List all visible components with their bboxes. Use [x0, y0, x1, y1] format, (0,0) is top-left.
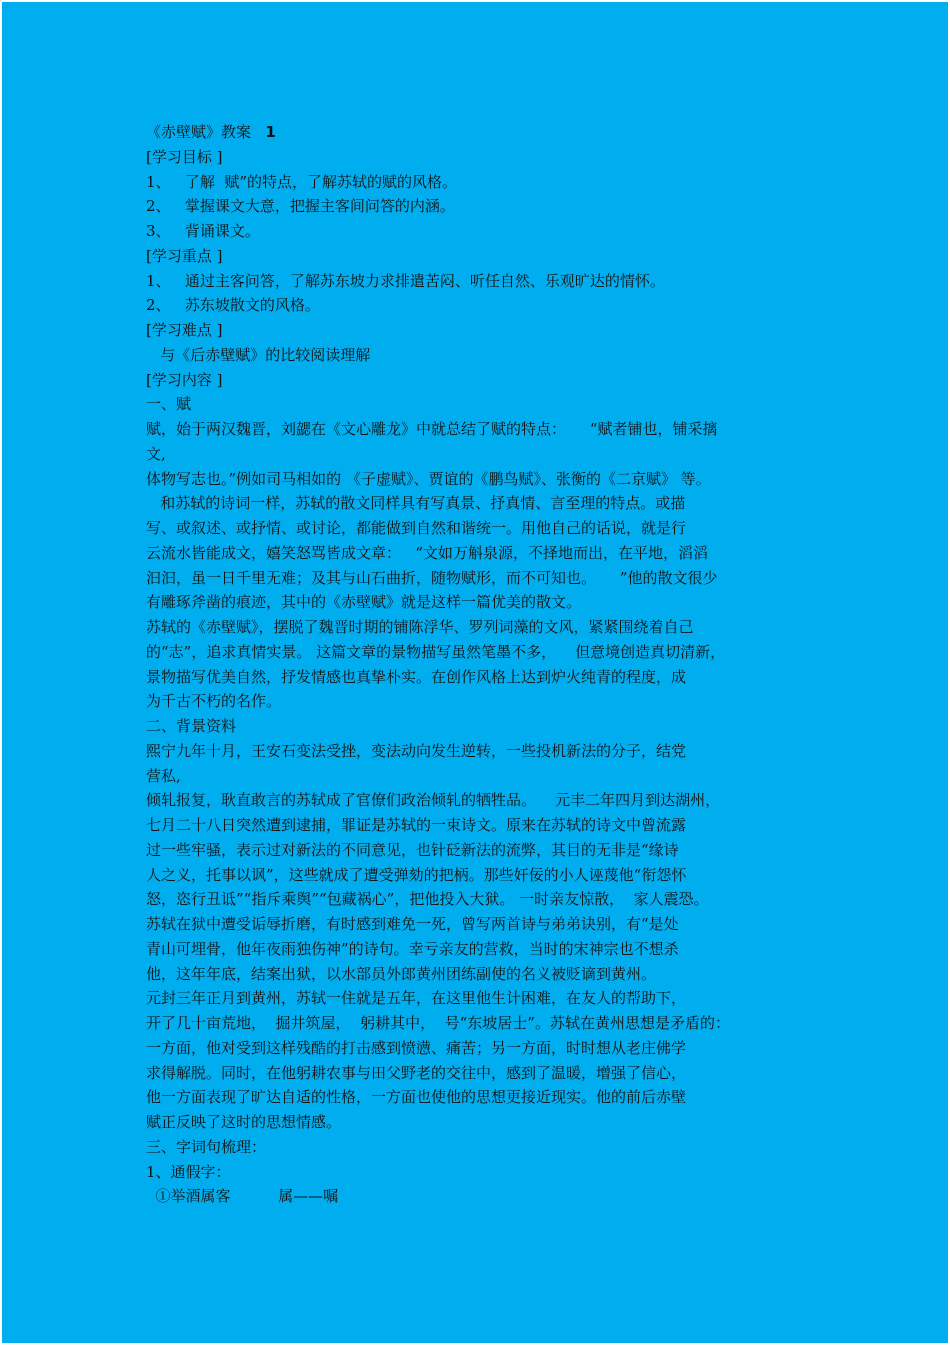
text-line: 写、或叙述、或抒情、或讨论，都能做到自然和谐统一。用他自己的话说，就是行 — [146, 519, 687, 537]
text-line: 3、 背诵课文。 — [146, 222, 260, 240]
text-line: 过一些牢骚，表示过对新法的不同意见，也针砭新法的流弊，其目的无非是“缘诗 — [146, 840, 679, 859]
document-title — [146, 120, 826, 145]
document-page — [2, 2, 948, 1343]
text-line: 他一方面表现了旷达自适的性格，一方面也使他的思想更接近现实。他的前后赤壁 — [146, 1088, 687, 1107]
text-line: 赋，始于两汉魏晋，刘勰在《文心雕龙》中就总结了赋的特点： “赋者铺也，铺采摛 — [146, 420, 718, 438]
text-line: 2、 苏东坡散文的风格。 — [146, 296, 320, 315]
text-line: 的“志”，追求真情实景。 这篇文章的景物描写虽然笔墨不多， 但意境创造真切清新， — [146, 642, 726, 661]
text-line: [学习重点 ] — [146, 246, 223, 265]
text-line: 1、通假字： — [146, 1162, 231, 1181]
text-line: 青山可埋骨，他年夜雨独伤神”的诗句。幸亏亲友的营救，当时的宋神宗也不想杀 — [146, 939, 679, 958]
text-line: 与《后赤壁赋》的比较阅读理解 — [146, 345, 371, 364]
text-line: 2、 掌握课文大意，把握主客间问答的内涵。 — [146, 197, 455, 216]
text-line: [学习难点 ] — [146, 321, 223, 339]
text-line: 汩汩，虽一日千里无难；及其与山石曲折，随物赋形，而不可知也。 ”他的散文很少 — [146, 568, 718, 587]
text-line: 为千古不朽的名作。 — [146, 692, 282, 711]
text-line: 营私, — [146, 766, 181, 785]
title-text: 《赤壁赋》教案 — [146, 123, 252, 141]
text-line: 一、赋 — [146, 395, 192, 414]
text-line: 云流水皆能成文，嬉笑怒骂皆成文章： “文如万斛泉源，不择地而出，在平地，滔滔 — [146, 543, 708, 562]
text-line: 1、 通过主客问答，了解苏东坡力求排遣苦闷、听任自然、乐观旷达的情怀。 — [146, 271, 665, 290]
text-line: 开了几十亩荒地， 掘井筑屋， 躬耕其中， 号“东坡居士”。苏轼在黄州思想是矛盾的： — [146, 1014, 730, 1032]
text-line: 怒，恣行丑诋”“指斥乘舆”“包藏祸心”，把他投入大狱。 一时亲友惊散， 家人震恐。 — [146, 890, 709, 909]
text-line: 苏轼在狱中遭受诟辱折磨，有时感到难免一死，曾写两首诗与弟弟诀别，有“是处 — [146, 915, 679, 933]
text-line: 赋正反映了这时的思想情感。 — [146, 1113, 342, 1131]
text-line: 二、背景资料 — [146, 717, 237, 735]
document-body — [146, 120, 826, 1209]
text-line: 1、 了解 赋”的特点，了解苏轼的赋的风格。 — [146, 172, 458, 191]
text-line: 体物写志也。”例如司马相如的 《子虚赋》、贾谊的《鹏鸟赋》、张衡的《二京赋》 等。 — [146, 469, 711, 488]
text-line: 文, — [146, 444, 166, 463]
text-line: [学习目标 ] — [146, 147, 223, 166]
text-line: 和苏轼的诗词一样，苏轼的散文同样具有写真景、抒真情、言至理的特点。或描 — [146, 494, 686, 513]
text-line: 他，这年年底，结案出狱，以水部员外郎黄州团练副使的名义被贬谪到黄州。 — [146, 964, 657, 983]
text-line: 苏轼的《赤壁赋》，摆脱了魏晋时期的铺陈浮华、罗列词藻的文风，紧紧围绕着自己 — [146, 618, 694, 636]
text-line: 元封三年正月到黄州，苏轼一住就是五年，在这里他生计困难，在友人的帮助下， — [146, 989, 687, 1008]
text-line: 倾轧报复，耿直敢言的苏轼成了官僚们政治倾轧的牺牲品。 元丰二年四月到达湖州， — [146, 791, 721, 810]
text-line: 熙宁九年十月，王安石变法受挫，变法动向发生逆转，一些投机新法的分子，结党 — [146, 741, 687, 760]
text-line: 三、字词句梳理： — [146, 1137, 267, 1156]
text-lines — [146, 145, 826, 1209]
text-line: 人之义，托事以讽”，这些就成了遭受弹劾的把柄。那些奸佞的小人诬蔑他“衔怨怀 — [146, 865, 687, 884]
text-line: 求得解脱。同时，在他躬耕农事与田父野老的交往中，感到了温暖，增强了信心， — [146, 1063, 687, 1082]
text-line: 景物描写优美自然，抒发情感也真挚朴实。在创作风格上达到炉火纯青的程度，成 — [146, 667, 687, 686]
title-number: 1 — [265, 123, 276, 141]
text-line: [学习内容 ] — [146, 370, 223, 389]
text-line: 七月二十八日突然遭到逮捕，罪证是苏轼的一束诗文。原来在苏轼的诗文中曾流露 — [146, 816, 687, 834]
text-line: 有雕琢斧凿的痕迹，其中的《赤壁赋》就是这样一篇优美的散文。 — [146, 593, 582, 612]
text-line: ①举酒属客 属——嘱 — [146, 1187, 339, 1206]
text-line: 一方面，他对受到这样残酷的打击感到愤懑、痛苦；另一方面，时时想从老庄佛学 — [146, 1038, 687, 1057]
